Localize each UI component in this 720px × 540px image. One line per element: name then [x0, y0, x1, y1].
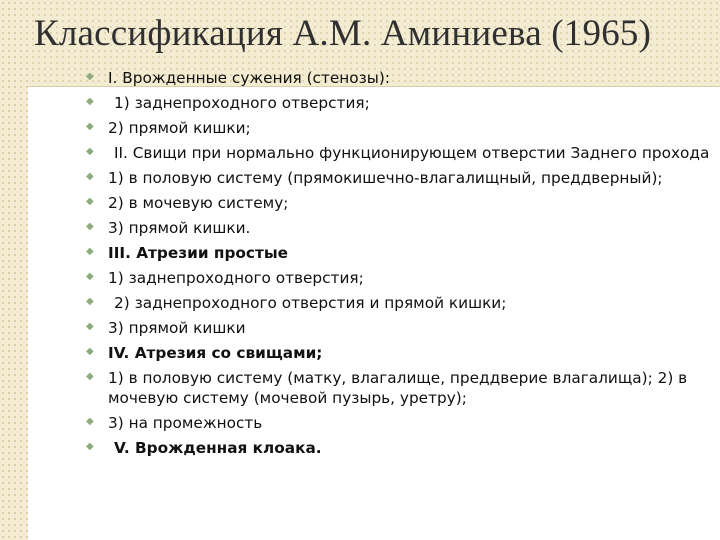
bullet-icon: ◆ [86, 371, 94, 382]
bullet-icon: ◆ [86, 146, 94, 157]
list-item-text: III. Атрезии простые [108, 244, 289, 262]
list-item-text: 3) на промежность [108, 414, 263, 432]
slide-content [86, 68, 716, 463]
list-item [86, 268, 716, 288]
bullet-icon: ◆ [86, 121, 94, 132]
bullet-icon: ◆ [86, 221, 94, 232]
list-item [86, 318, 716, 338]
list-item [86, 68, 716, 88]
list-item [86, 413, 716, 433]
list-item [86, 368, 716, 408]
bullet-icon: ◆ [86, 296, 94, 307]
classification-list [86, 68, 716, 458]
list-item [86, 438, 716, 458]
list-item-text: 1) в половую систему (матку, влагалище, преддверие влагалища); 2) в мочевую систему (мочевой пузырь, уретру); [108, 369, 688, 407]
list-item-text: V. Врожденная клоака. [114, 439, 322, 457]
list-item-text: I. Врожденные сужения (стенозы): [108, 69, 390, 87]
list-item-text: 1) заднепроходного отверстия; [108, 269, 364, 287]
bullet-icon: ◆ [86, 96, 94, 107]
list-item-text: II. Свищи при нормально функционирующем отверстии Заднего прохода [114, 144, 710, 162]
list-item-text: 2) прямой кишки; [108, 119, 251, 137]
list-item-text: IV. Атрезия со свищами; [108, 344, 323, 362]
list-item [86, 143, 716, 163]
bullet-icon: ◆ [86, 416, 94, 427]
left-decorative-band [0, 0, 28, 540]
bullet-icon: ◆ [86, 171, 94, 182]
list-item [86, 343, 716, 363]
list-item-text: 1) в половую систему (прямокишечно-влагалищный, преддверный); [108, 169, 663, 187]
list-item-text: 2) в мочевую систему; [108, 194, 289, 212]
list-item-text: 2) заднепроходного отверстия и прямой кишки; [114, 294, 507, 312]
list-item [86, 118, 716, 138]
list-item-text: 1) заднепроходного отверстия; [114, 94, 370, 112]
bullet-icon: ◆ [86, 246, 94, 257]
bullet-icon: ◆ [86, 346, 94, 357]
list-item [86, 168, 716, 188]
list-item-text: 3) прямой кишки. [108, 219, 251, 237]
list-item [86, 293, 716, 313]
slide-title: Классификация А.М. Аминиева (1965) [34, 13, 652, 54]
list-item [86, 93, 716, 113]
list-item-text: 3) прямой кишки [108, 319, 246, 337]
list-item [86, 193, 716, 213]
bullet-icon: ◆ [86, 321, 94, 332]
list-item [86, 243, 716, 263]
bullet-icon: ◆ [86, 196, 94, 207]
list-item [86, 218, 716, 238]
bullet-icon: ◆ [86, 441, 94, 452]
bullet-icon: ◆ [86, 71, 94, 82]
bullet-icon: ◆ [86, 271, 94, 282]
